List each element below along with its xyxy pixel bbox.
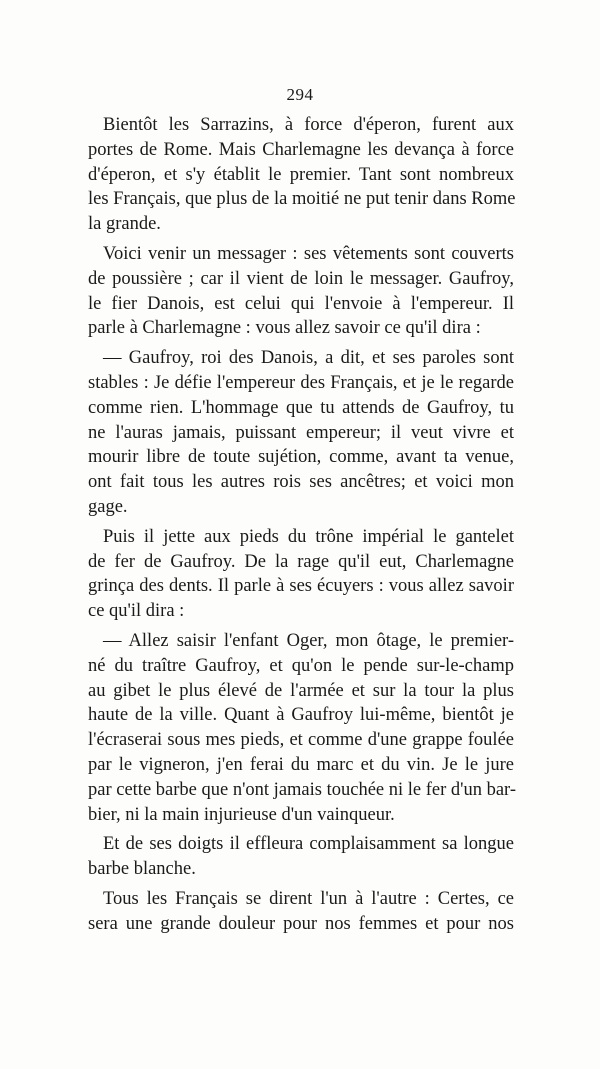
text-line: sera une grande douleur pour nos femmes et pour nos (88, 913, 514, 934)
text-line: d'éperon, et s'y établit le premier. Tant sont nombreux (88, 164, 514, 185)
text-line: Puis il jette aux pieds du trône impérial le gantelet (103, 526, 514, 547)
text-line: stables : Je défie l'empereur des Français, et je le regarde (88, 372, 514, 393)
text-line: de fer de Gaufroy. De la rage qu'il eut, Charlemagne (88, 551, 514, 572)
paragraph (88, 887, 514, 937)
text-line: — Allez saisir l'enfant Oger, mon ôtage, le premier- (103, 630, 514, 651)
text-line: comme rien. L'hommage que tu attends de Gaufroy, tu (88, 397, 514, 418)
text-line: de poussière ; car il vient de loin le messager. Gaufroy, (88, 268, 514, 289)
paragraph (88, 832, 514, 882)
text-line: les Français, que plus de la moitié ne put tenir dans Rome (88, 189, 516, 210)
text-line: haute de la ville. Quant à Gaufroy lui-même, bientôt je (88, 705, 514, 726)
body-text (88, 113, 517, 942)
text-line: gage. (88, 496, 128, 517)
text-line: parle à Charlemagne : vous allez savoir ce qu'il dira : (88, 318, 481, 339)
text-line: barbe blanche. (88, 859, 196, 880)
paragraph (88, 629, 517, 827)
text-line: ce qu'il dira : (88, 601, 185, 622)
text-line: Et de ses doigts il effleura complaisamment sa longue (103, 834, 514, 855)
paragraph (88, 346, 514, 520)
text-line: l'écraserai sous mes pieds, et comme d'une grappe foulée (88, 730, 514, 751)
paragraph (88, 242, 514, 341)
text-line: bier, ni la main injurieuse d'un vainqueur. (88, 804, 395, 825)
page-number: 294 (286, 85, 314, 104)
text-line: né du traître Gaufroy, et qu'on le pende sur-le-champ (88, 655, 514, 676)
text-line: grinça des dents. Il parle à ses écuyers : vous allez savoir (88, 576, 514, 597)
text-line: au gibet le plus élevé de l'armée et sur la tour la plus (88, 680, 514, 701)
text-line: la grande. (88, 214, 161, 235)
text-line: Bientôt les Sarrazins, à force d'éperon, furent aux (103, 115, 514, 135)
paragraph (88, 113, 514, 237)
paragraph (88, 525, 514, 624)
text-line: par le vigneron, j'en ferai du marc et du vin. Je le jure (88, 754, 514, 775)
text-line: Tous les Français se dirent l'un à l'autre : Certes, ce (103, 888, 514, 909)
text-line: — Gaufroy, roi des Danois, a dit, et ses paroles sont (103, 348, 514, 369)
text-line: ne l'auras jamais, puissant empereur; il veut vivre et (88, 422, 514, 443)
text-line: portes de Rome. Mais Charlemagne les devança à force (88, 139, 514, 160)
text-line: le fier Danois, est celui qui l'envoie à l'empereur. Il (88, 293, 514, 314)
text-line: mourir libre de toute sujétion, comme, avant ta venue, (88, 447, 514, 468)
text-line: ont fait tous les autres rois ses ancêtres; et voici mon (88, 472, 514, 493)
text-line: par cette barbe que n'ont jamais touchée ni le fer d'un bar- (88, 779, 517, 800)
text-line: Voici venir un messager : ses vêtements sont couverts (103, 243, 514, 264)
